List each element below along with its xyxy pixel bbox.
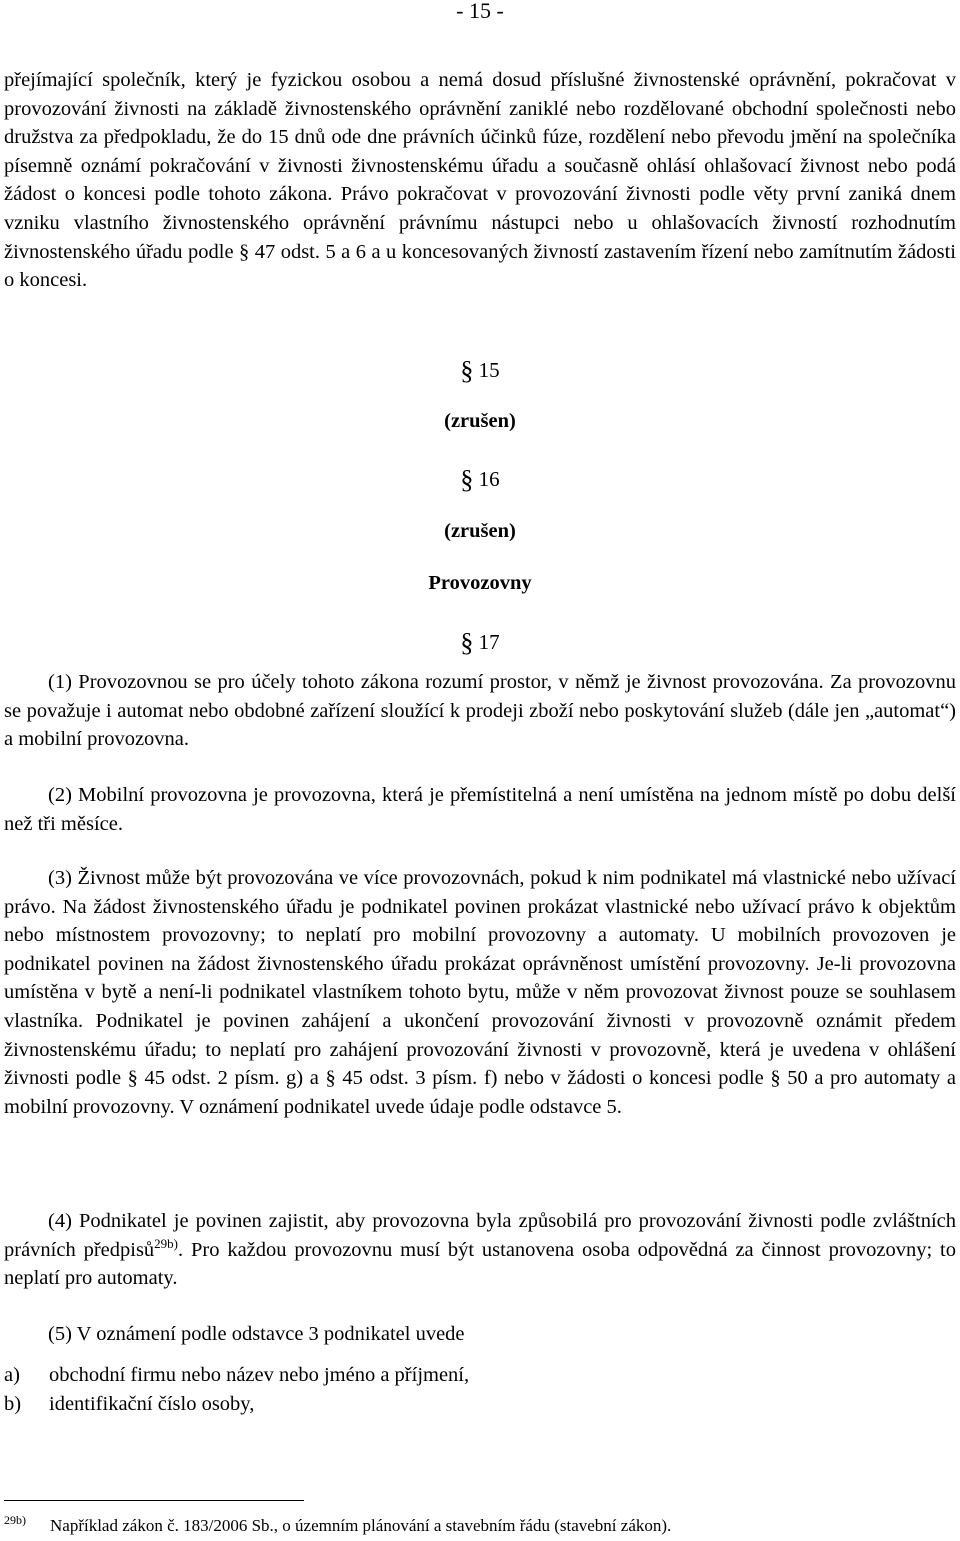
chapter-heading: Provozovny bbox=[428, 572, 532, 594]
section-15-heading bbox=[0, 354, 960, 384]
footnote-reference: 29b) bbox=[154, 1235, 179, 1251]
section-number: 15 bbox=[478, 358, 500, 382]
list-item bbox=[4, 1361, 956, 1390]
section-sign: § bbox=[460, 465, 474, 494]
paragraph-4 bbox=[4, 1207, 956, 1293]
section-number: 16 bbox=[478, 467, 500, 491]
paragraph-3 bbox=[4, 864, 956, 1121]
list-item bbox=[4, 1390, 956, 1419]
footnote-divider bbox=[4, 1500, 304, 1501]
intro-text: přejímající společník, který je fyzickou osobou a nemá dosud příslušné živnostenské oprávnění, pokračovat v provozování živnosti na základě živnostenského oprávnění zaniklé nebo rozdělované obchodní společnosti nebo družstva za předpokladu, že do 15 dnů ode dne právních účinků fúze, rozdělení nebo převodu jmění na společníka písemně oznámí pokračování v živnosti živnostenskému úřadu a současně ohlásí ohlašovací živnost nebo podá žádost o koncesi podle tohoto zákona. Právo pokračovat v provozování živnosti podle věty první zaniká dnem vzniku vlastního živnostenského oprávnění právnímu nástupci nebo u ohlašovacích živností rozhodnutím živnostenského úřadu podle § 47 odst. 5 a 6 a u koncesovaných živností zastavením řízení nebo zamítnutím žádosti o koncesi. bbox=[4, 69, 956, 292]
footnote-mark: 29b) bbox=[4, 1513, 26, 1527]
footnote bbox=[4, 1513, 956, 1536]
section-15-note: (zrušen) bbox=[444, 410, 516, 432]
paragraph-5-text: (5) V oznámení podle odstavce 3 podnikatel uvede bbox=[48, 1323, 465, 1345]
paragraph-2 bbox=[4, 781, 956, 838]
section-16-heading bbox=[0, 463, 960, 493]
section-16-note: (zrušen) bbox=[444, 520, 516, 542]
page-number: - 15 - bbox=[456, 0, 504, 23]
section-17-heading bbox=[0, 626, 960, 656]
intro-paragraph bbox=[4, 66, 956, 295]
footnote-text: Například zákon č. 183/2006 Sb., o územním plánování a stavebním řádu (stavební zákon). bbox=[50, 1516, 672, 1535]
paragraph-5 bbox=[4, 1320, 956, 1349]
paragraph-1-text: (1) Provozovnou se pro účely tohoto zákona rozumí prostor, v němž je živnost provozována. Za provozovnu se považuje i automat nebo obdobné zařízení sloužící k prodeji zboží nebo poskytování služeb (dále jen „automat“) a mobilní provozovna. bbox=[4, 671, 956, 751]
paragraph-4-part-a: (4) Podnikatel je povinen zajistit, aby provozovna byla způsobilá pro provozování živnosti podle zvláštních právních předpisů bbox=[4, 1210, 956, 1261]
section-number: 17 bbox=[478, 630, 500, 654]
section-sign: § bbox=[460, 628, 474, 657]
section-sign: § bbox=[460, 356, 474, 385]
paragraph-3-text: (3) Živnost může být provozována ve více provozovnách, pokud k nim podnikatel má vlastnické nebo užívací právo. Na žádost živnostenského úřadu je podnikatel povinen prokázat vlastnické nebo užívací právo k objektům nebo místnostem provozovny; to neplatí pro mobilní provozovny a automaty. U mobilních provozoven je podnikatel povinen na žádost živnostenského úřadu prokázat oprávněnost umístění provozovny. Je-li provozovna umístěna v bytě a není-li podnikatel vlastníkem tohoto bytu, může v něm provozovat živnost pouze se souhlasem vlastníka. Podnikatel je povinen zahájení a ukončení provozování živnosti v provozovně oznámit předem živnostenskému úřadu; to neplatí pro zahájení provozování živnosti v provozovně, která je uvedena v ohlášení živnosti podle § 45 odst. 2 písm. g) a § 45 odst. 3 písm. f) nebo v žádosti o koncesi podle § 50 a pro automaty a mobilní provozovny. V oznámení podnikatel uvede údaje podle odstavce 5. bbox=[4, 867, 956, 1118]
list-item-label: a) bbox=[4, 1364, 20, 1386]
list-item-text: obchodní firmu nebo název nebo jméno a příjmení, bbox=[49, 1364, 470, 1386]
list-item-text: identifikační číslo osoby, bbox=[49, 1393, 255, 1415]
paragraph-4-text bbox=[4, 1207, 956, 1293]
paragraph-4-part-b: . Pro každou provozovnu musí být ustanovena osoba odpovědná za činnost provozovny; to neplatí pro automaty. bbox=[4, 1238, 956, 1290]
paragraph-1 bbox=[4, 668, 956, 754]
paragraph-2-text: (2) Mobilní provozovna je provozovna, která je přemístitelná a není umístěna na jednom místě po dobu delší než tři měsíce. bbox=[4, 784, 956, 835]
list-item-label: b) bbox=[4, 1393, 22, 1415]
